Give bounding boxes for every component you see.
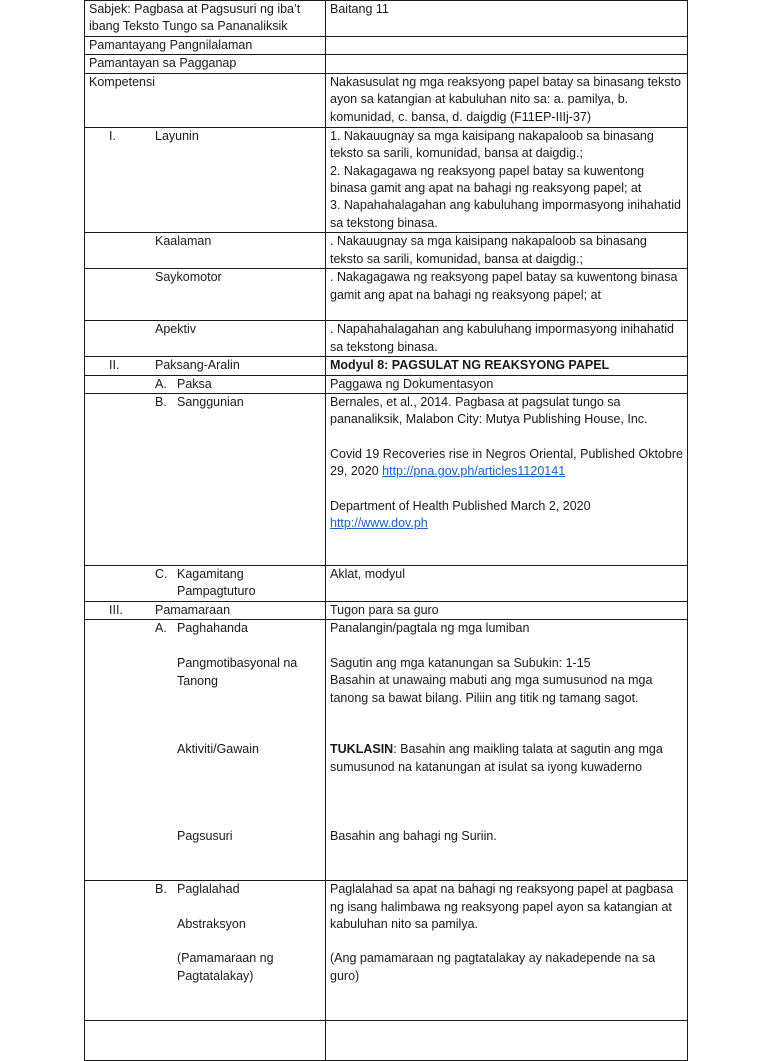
table-row [85,73,688,127]
grade-cell [326,1,688,37]
answer-text: Sagutin ang mga katanungan sa Subukin: 1-15 [330,656,591,671]
knowledge-value: . Nakauugnay sa mga kaisipang nakapaloob sa binasang teksto sa sarili, komunidad, bansa at daigdig.; [326,233,688,269]
procedure-value: Tugon para sa guro [326,602,688,620]
module-title: Modyul 8: PAGSULAT NG REAKSYONG PAPEL [326,357,688,375]
reference-link[interactable]: http://www.dov.ph [330,516,428,531]
item-letter: C. [155,567,168,582]
table-row [85,357,688,375]
objectives-cell [85,127,326,232]
subject-matter-cell [85,357,326,375]
table-row [85,620,688,881]
objective-item: 2. Nakagagawa ng reaksyong papel batay sa kuwentong binasa gamit ang apat na bahagi ng reaksyong papel; at [330,163,645,196]
psychomotor-cell [85,269,326,321]
subject-cell [85,1,326,37]
lesson-plan-table [84,0,688,1061]
next-row-cell [326,1021,688,1061]
competency-cell [85,73,326,127]
table-row [85,1021,688,1061]
performance-standard-label: Pamantayan sa Pagganap [89,56,237,71]
table-row [85,269,688,321]
materials-cell [85,566,326,602]
references-value [326,394,688,566]
reference-text: Covid 19 Recoveries rise in Negros Oriental, Published Oktobre 29, 2020 http://pna.gov.ph/articles1120141 [330,446,683,479]
presentation-value [326,881,688,1021]
discussion-method-label: (Pamamaraan ng Pagtatalakay) [177,951,274,983]
procedure-cell [85,602,326,620]
performance-standard-cell [85,55,326,73]
section-number: III. [109,603,123,618]
competency-text: Nakasusulat ng mga reaksyong papel batay sa binasang teksto ayon sa katangian at kabuluhan nito sa: a. pamilya, b. komunidad, c. bansa, d. daigdig (F11EP-IIIj-37) [330,74,681,124]
section-number: II. [109,358,120,373]
content-standard-value [326,37,688,55]
objective-item: 3. Napahahalagahan ang kabuluhang impormasyong inihahatid sa tekstong binasa. [330,198,681,230]
motivational-question-label: Pangmotibasyonal na Tanong [177,656,298,688]
discussion-text: (Ang pamamaraan ng pagtatalakay ay nakadepende na sa guro) [330,951,656,983]
presentation-label: Paglalahad [177,882,240,897]
activity-label: Aktiviti/Gawain [177,742,259,757]
discover-text: TUKLASIN: Basahin ang maikling talata at sagutin ang mga sumusunod na katanungan at isulat sa iyong kuwaderno [330,742,663,774]
presentation-text: Paglalahad sa apat na bahagi ng reaksyong papel at pagbasa ng isang halimbawa ng reaksyong papel ayon sa katangian at kabuluhan nito sa pamilya. [330,882,674,932]
content-standard-cell [85,37,326,55]
objectives-value [326,127,688,232]
topic-label: Paksa [177,376,212,391]
materials-value: Aklat, modyul [326,566,688,602]
topic-value: Paggawa ng Dokumentasyon [326,375,688,393]
table-row [85,1,688,37]
preparation-value [326,620,688,881]
psychomotor-value: . Nakagagawa ng reaksyong papel batay sa kuwentong binasa gamit ang apat na bahagi ng reaksyong papel; at [326,269,688,321]
analysis-label: Pagsusuri [177,829,233,844]
read-text: Basahin at unawaing mabuti ang mga sumusunod na mga tanong sa bawat bilang. Piliin ang titik ng tamang sagot. [330,673,653,705]
references-cell [85,394,326,566]
table-row [85,127,688,232]
topic-cell [85,375,326,393]
analyze-text: Basahin ang bahagi ng Suriin. [330,829,497,844]
references-label: Sanggunian [177,395,244,410]
table-row [85,55,688,73]
table-row [85,375,688,393]
item-letter: B. [155,395,167,410]
table-row [85,881,688,1021]
competency-label: Kompetensi [89,74,156,89]
psychomotor-label: Saykomotor [155,270,222,285]
affective-value: . Napahahalagahan ang kabuluhang impormasyong inihahatid sa tekstong binasa. [326,321,688,357]
preparation-cell [85,620,326,881]
table-row [85,566,688,602]
knowledge-label: Kaalaman [155,234,212,249]
competency-value [326,73,688,127]
table-row [85,394,688,566]
affective-label: Apektiv [155,322,196,337]
materials-label: Kagamitang Pampagtuturo [177,567,256,599]
reference-text: Bernales, et al., 2014. Pagbasa at pagsulat tungo sa pananaliksik, Malabon City: Mutya Publishing House, Inc. [330,395,648,427]
item-letter: A. [155,376,167,391]
objective-item: 1. Nakauugnay sa mga kaisipang nakapaloob sa binasang teksto sa sarili, komunidad, bansa at daigdig.; [330,128,654,161]
reference-text: Department of Health Published March 2, 2020 [330,498,591,513]
table-row [85,321,688,357]
section-number: I. [109,128,116,143]
lesson-plan-page [84,0,686,1024]
table-row [85,602,688,620]
subject-text: Sabjek: Pagbasa at Pagsusuri ng iba’t ibang Teksto Tungo sa Pananaliksik [89,2,301,34]
content-standard-label: Pamantayang Pangnilalaman [89,38,253,52]
knowledge-cell [85,233,326,269]
preparation-label: Paghahanda [177,621,248,636]
table-row [85,37,688,55]
reference-link[interactable]: http://pna.gov.ph/articles1120141 [382,464,566,479]
performance-standard-value [326,55,688,73]
affective-cell [85,321,326,357]
next-row-cell [85,1021,326,1061]
abstraction-label: Abstraksyon [177,917,246,932]
procedure-label: Pamamaraan [155,603,231,618]
item-letter: B. [155,882,167,897]
presentation-cell [85,881,326,1021]
item-letter: A. [155,621,167,636]
table-row [85,233,688,269]
prayer-text: Panalangin/pagtala ng mga lumiban [330,621,530,636]
objectives-label: Layunin [155,128,199,143]
subject-matter-label: Paksang-Aralin [155,358,240,373]
grade-text: Baitang 11 [330,2,389,16]
